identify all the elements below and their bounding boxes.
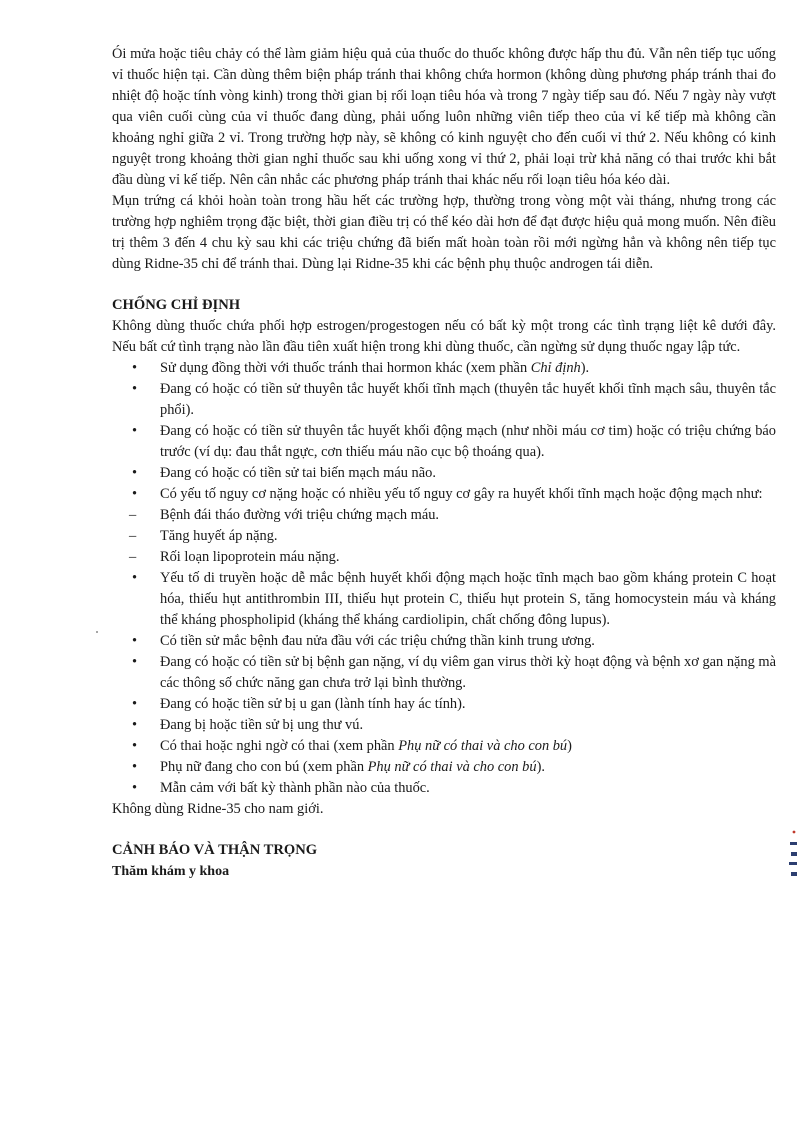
- list-item: • Đang có hoặc có tiền sử bị bệnh gan nặng, ví dụ viêm gan virus thời kỳ hoạt động và bệnh xơ gan nặng mà các thông số chức năng gan chưa trở lại bình thường.: [132, 654, 776, 691]
- list-item: • Yếu tố di truyền hoặc dễ mắc bệnh huyết khối động mạch hoặc tĩnh mạch bao gồm kháng protein C hoạt hóa, thiếu hụt antithrombin III, thiếu hụt protein C, thiếu hụt protein S, tăng homocystein máu và kháng thể kháng phospholipid (kháng thể kháng cardiolipin, chất chống đông lupus).: [132, 570, 776, 628]
- bullet-mark: •: [132, 717, 138, 733]
- bullet-mark: •: [132, 486, 138, 502]
- list-item: • Đang có hoặc tiền sử bị u gan (lành tính hay ác tính).: [112, 694, 776, 715]
- list-item: • Đang có hoặc có tiền sử thuyên tắc huyết khối tĩnh mạch (thuyên tắc huyết khối tĩnh mạch sâu, thuyên tắc phổi).: [132, 381, 776, 418]
- bullet-mark: •: [132, 696, 138, 712]
- list-item: • Có thai hoặc nghi ngờ có thai (xem phần Phụ nữ có thai và cho con bú): [112, 736, 776, 757]
- bullet-mark: •: [132, 780, 138, 796]
- contraindications-closing: Không dùng Ridne-35 cho nam giới.: [112, 801, 324, 817]
- bullet-mark: •: [132, 738, 138, 754]
- contraindications-list: [112, 358, 776, 799]
- list-item: • Có yếu tố nguy cơ nặng hoặc có nhiều yếu tố nguy cơ gây ra huyết khối tĩnh mạch hoặc động mạch như:: [112, 484, 776, 505]
- warnings-heading: CẢNH BÁO VÀ THẬN TRỌNG: [112, 842, 318, 858]
- document-page: [112, 44, 776, 882]
- sub-list-item: – Tăng huyết áp nặng.: [112, 526, 776, 547]
- bullet-mark: •: [132, 423, 138, 439]
- list-item: • Sử dụng đồng thời với thuốc tránh thai hormon khác (xem phần Chỉ định).: [112, 358, 776, 379]
- warnings-subheading: Thăm khám y khoa: [112, 864, 230, 879]
- dash-mark: –: [129, 528, 137, 544]
- edge-stamp-fragment-icon: [786, 828, 798, 884]
- bullet-mark: •: [132, 381, 138, 397]
- list-item: • Mẫn cảm với bất kỳ thành phần nào của thuốc.: [112, 778, 776, 799]
- bullet-mark: •: [132, 360, 138, 376]
- list-item: • Đang có hoặc có tiền sử tai biến mạch máu não.: [112, 463, 776, 484]
- bullet-mark: •: [132, 633, 138, 649]
- sub-list-item: – Bệnh đái tháo đường với triệu chứng mạch máu.: [112, 505, 776, 526]
- list-item: • Có tiền sử mắc bệnh đau nửa đầu với các triệu chứng thần kinh trung ương.: [112, 631, 776, 652]
- dash-mark: –: [129, 549, 137, 565]
- dash-mark: –: [129, 507, 137, 523]
- bullet-mark: •: [132, 465, 138, 481]
- list-item: • Đang bị hoặc tiền sử bị ung thư vú.: [112, 715, 776, 736]
- contraindications-intro: Không dùng thuốc chứa phối hợp estrogen/progestogen nếu có bất kỳ một trong các tình trạng liệt kê dưới đây. Nếu bất cứ tình trạng nào lần đầu tiên xuất hiện trong khi dùng thuốc, cần ngừng sử dụng thuốc ngay lập tức.: [112, 318, 776, 355]
- sub-list-item: – Rối loạn lipoprotein máu nặng.: [112, 547, 776, 568]
- paragraph-gi-disturbance: Ói mửa hoặc tiêu chảy có thể làm giảm hiệu quả của thuốc do thuốc không được hấp thu đủ. Vẫn nên tiếp tục uống vỉ thuốc hiện tại. Cần dùng thêm biện pháp tránh thai không chứa hormon (không dùng phương pháp tránh thai đo nhiệt độ hoặc tính vòng kinh) trong thời gian bị rối loạn tiêu hóa và trong 7 ngày tiếp sau đó. Nếu 7 ngày này vượt qua viên cuối cùng của vỉ thuốc đang dùng, phải uống luôn những viên tiếp theo của vỉ kế tiếp mà không cần khoảng nghỉ giữa 2 vỉ. Trong trường hợp này, sẽ không có kinh nguyệt cho đến cuối vỉ thứ 2. Nếu không có kinh nguyệt trong khoảng thời gian nghỉ thuốc sau khi uống xong vỉ thứ 2, phải loại trừ khả năng có thai trước khi bắt đầu dùng vỉ kế tiếp. Nên cân nhắc các phương pháp tránh thai khác nếu rối loạn tiêu hóa kéo dài.: [112, 46, 776, 188]
- contraindications-heading: CHỐNG CHỈ ĐỊNH: [112, 297, 241, 313]
- bullet-mark: •: [132, 759, 138, 775]
- scan-speck: [96, 631, 98, 633]
- bullet-mark: •: [132, 570, 138, 586]
- list-item: • Đang có hoặc có tiền sử thuyên tắc huyết khối động mạch (như nhồi máu cơ tim) hoặc có triệu chứng báo trước (ví dụ: đau thắt ngực, cơn thiếu máu não cục bộ thoáng qua).: [132, 423, 776, 460]
- list-item: • Phụ nữ đang cho con bú (xem phần Phụ nữ có thai và cho con bú).: [112, 757, 776, 778]
- bullet-mark: •: [132, 654, 138, 670]
- paragraph-acne-treatment: Mụn trứng cá khỏi hoàn toàn trong hầu hết các trường hợp, thường trong vòng một vài tháng, nhưng trong các trường hợp nghiêm trọng đặc biệt, thời gian điều trị có thể kéo dài hơn để đạt được hiệu quả mong muốn. Nên điều trị thêm 3 đến 4 chu kỳ sau khi các triệu chứng đã biến mất hoàn toàn rồi mới ngừng hẳn và không nên tiếp tục dùng Ridne-35 chỉ để tránh thai. Dùng lại Ridne-35 khi các bệnh phụ thuộc androgen tái diễn.: [112, 193, 776, 272]
